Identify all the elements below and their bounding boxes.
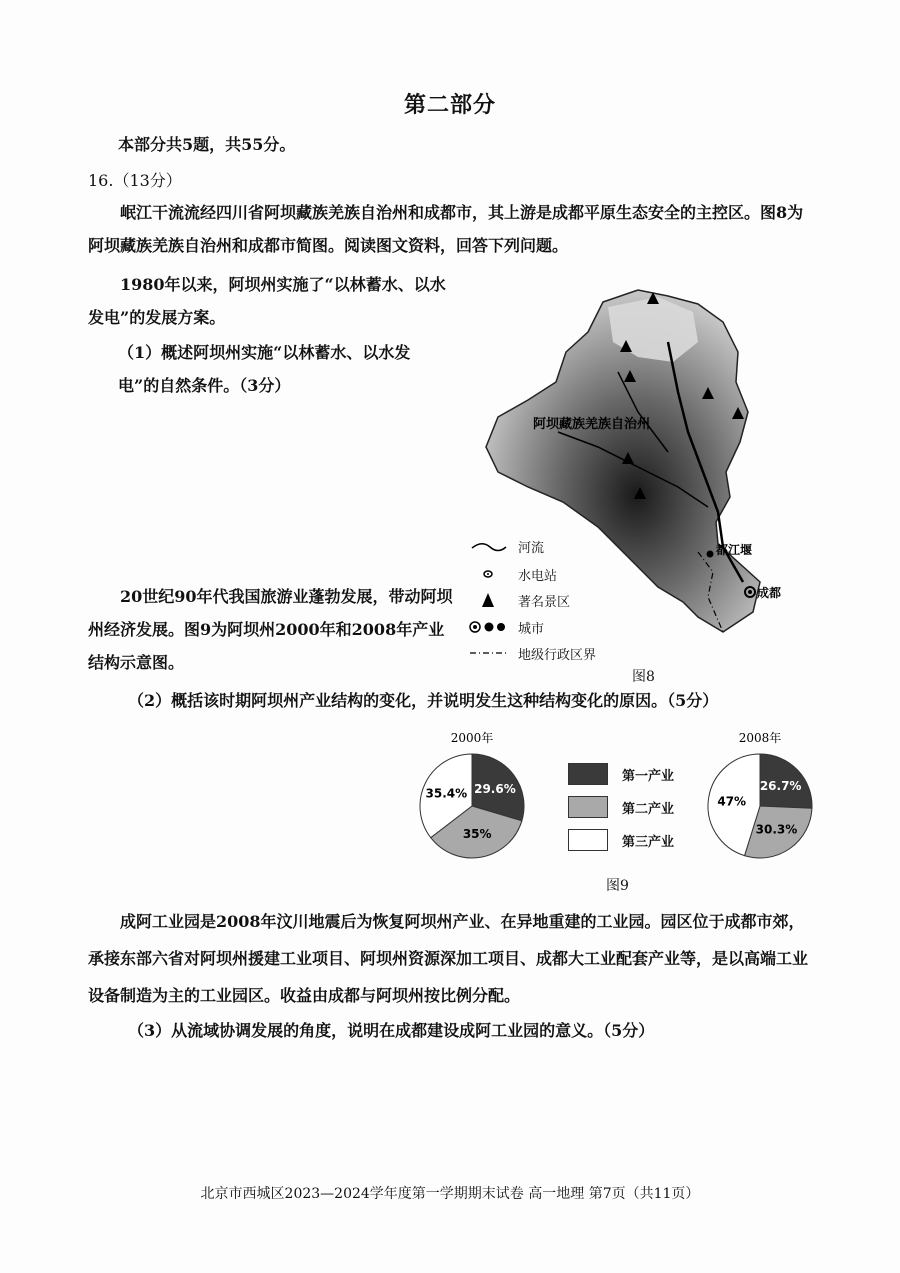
legend-swatch bbox=[568, 796, 608, 818]
section-title: 第二部分 bbox=[403, 92, 496, 118]
page-footer: 北京市西城区2023—2024学年度第一学期期末试卷 高一地理 第7页（共11页） bbox=[200, 1186, 700, 1202]
map-figure bbox=[468, 282, 782, 644]
legend-swatch bbox=[568, 763, 608, 785]
pie-legend-item-secondary: 第二产业 bbox=[568, 796, 728, 820]
pie-data-label: 26.7% bbox=[759, 779, 802, 794]
scenic-icon bbox=[468, 591, 508, 609]
pie-legend-item-tertiary: 第三产业 bbox=[568, 829, 728, 853]
pie-data-label: 47% bbox=[717, 794, 747, 809]
pie-legend-item-primary: 第一产业 bbox=[568, 763, 728, 787]
map-city-label: 成都 bbox=[757, 586, 782, 600]
hydropower-icon bbox=[468, 565, 508, 583]
pie-title: 2008年 bbox=[738, 731, 782, 745]
boundary-icon bbox=[468, 644, 508, 662]
paragraph-3: 20世纪90年代我国旅游业蓬勃发展，带动阿坝州经济发展。图9为阿坝州2000年和2008年产业结构示意图。 bbox=[88, 587, 453, 672]
paragraph-2: 1980年以来，阿坝州实施了“以林蓄水、以水发电”的发展方案。 bbox=[88, 275, 446, 327]
question-3: （3）从流域协调发展的角度，说明在成都建设成阿工业园的意义。（5分） bbox=[128, 1021, 655, 1040]
paragraph-4: 成阿工业园是2008年汶川地震后为恢复阿坝州产业、在异地重建的工业园。园区位于成都市郊，承接东部六省对阿坝州援建工业项目、阿坝州资源深加工项目、成都大工业配套产业等，是以高端工业设备制造为主的工业园区。收益由成都与阿坝州按比例分配。 bbox=[88, 912, 809, 1005]
pie-title: 2000年 bbox=[450, 731, 494, 745]
question-number: 16.（13分） bbox=[88, 171, 182, 190]
map-region-label: 阿坝藏族羌族自治州 bbox=[533, 417, 651, 432]
pie-data-label: 30.3% bbox=[755, 822, 798, 837]
question-1: （1）概述阿坝州实施“以林蓄水、以水发电”的自然条件。（3分） bbox=[118, 343, 411, 395]
exam-page: 第二部分 本部分共5题，共55分。 16.（13分） 岷江干流流经四川省阿坝藏族羌族自治州和成都市，其上游是成都平原生态安全的主控区。图8为阿坝藏族羌族自治州和成都市简图。阅读图文资料，回答下列问题。 1980年以来，阿坝州实施了“以林蓄水、以水发电”的发展方案。 （1）概述阿坝州实施“以林蓄水、以水发电”的自然条件。（3分） 阿坝藏族羌族自治州 都江堰 成都 河流 水电站 著名景区 城市 地级行政区界 图8 20世纪90年代我国旅游业蓬勃发展，带动阿坝州经济发展。图9为阿坝州2000年和2008年产业结构示意图。 （2）概括该时期阿坝州产业结构的变化，并说明发生这种结构变化的原因。（5分） 2000年 29.6% 35% 35.4% 2008年 26.7% 30.3% 47% 第一产业 第二产业 第三产业 图9 成阿工业园是2008年汶川地震后为恢复阿坝州产业、在异地重建的工业园。园区位于成都市郊，承接东部六省对阿坝州援建工业项目、阿坝州资源深加工项目、成都大工业配套产业等，是以高端工业设备制造为主的工业园区。收益由成都与阿坝州按比例分配。 （3）从流域协调发展的角度，说明在成都建设成阿工业园的意义。（5分） 北京市西城区2023—2024学年度第一学期期末试卷 高一地理 第7页（共11页） bbox=[0, 0, 900, 1273]
river-icon bbox=[468, 537, 508, 555]
map-city-label: 都江堰 bbox=[716, 543, 753, 557]
paragraph-1: 岷江干流流经四川省阿坝藏族羌族自治州和成都市，其上游是成都平原生态安全的主控区。图8为阿坝藏族羌族自治州和成都市简图。阅读图文资料，回答下列问题。 bbox=[88, 203, 804, 255]
city-marker-dujiangyan bbox=[707, 551, 714, 558]
pie-data-label: 35.4% bbox=[425, 786, 468, 801]
section-intro: 本部分共5题，共55分。 bbox=[118, 135, 296, 154]
legend-swatch bbox=[568, 829, 608, 851]
question-2: （2）概括该时期阿坝州产业结构的变化，并说明发生这种结构变化的原因。（5分） bbox=[128, 691, 719, 710]
city-icon bbox=[468, 618, 508, 636]
pie-chart-2000 bbox=[412, 726, 532, 866]
figure-9-caption: 图9 bbox=[606, 878, 629, 894]
figure-8-caption: 图8 bbox=[632, 669, 655, 685]
pie-data-label: 35% bbox=[462, 827, 492, 842]
pie-data-label: 29.6% bbox=[474, 781, 516, 796]
